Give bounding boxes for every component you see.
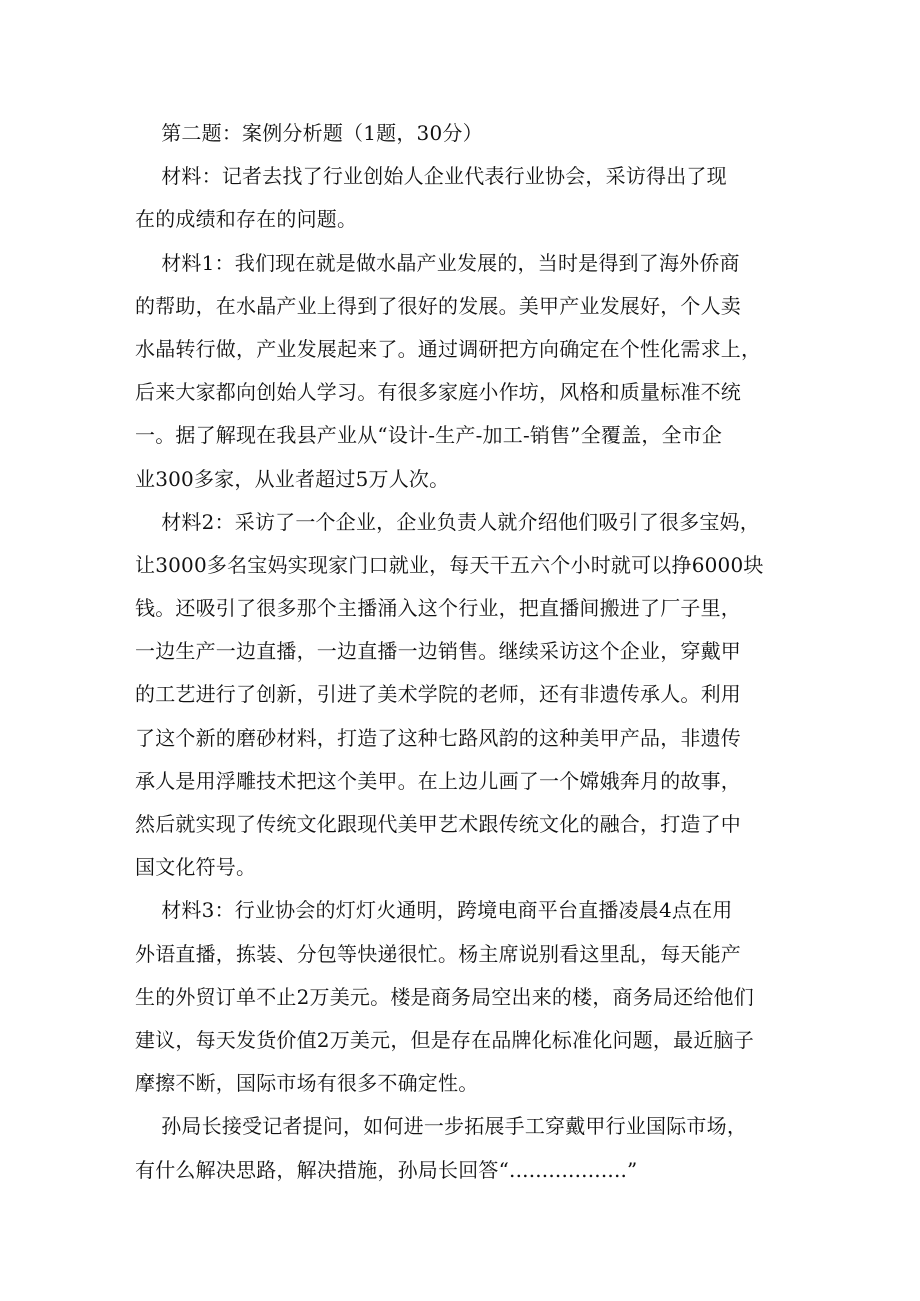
- text-line: 一。据了解现在我县产业从“设计-生产-加工-销售”全覆盖，全市企: [135, 423, 723, 448]
- question-paragraph: [135, 1105, 795, 1191]
- text-line: 后来大家都向创始人学习。有很多家庭小作坊，风格和质量标准不统: [135, 380, 741, 405]
- text-line: 国文化符号。: [135, 855, 257, 880]
- text-line: 的工艺进行了创新，引进了美术学院的老师，还有非遗传承人。利用: [135, 682, 741, 707]
- section-heading-paragraph: [135, 112, 795, 155]
- material-1-paragraph: [135, 242, 795, 501]
- text-line: 材料：记者去找了行业创始人企业代表行业协会，采访得出了现: [135, 164, 727, 189]
- text-line: 有什么解决思路，解决措施，孙局长回答“..................”: [135, 1157, 638, 1182]
- text-line: 然后就实现了传统文化跟现代美甲艺术跟传统文化的融合，打造了中: [135, 812, 741, 836]
- text-line: 材料1：我们现在就是做水晶产业发展的，当时是得到了海外侨商: [135, 250, 740, 275]
- text-line: 钱。还吸引了很多那个主播涌入这个行业，把直播间搬进了厂子里，: [135, 596, 741, 621]
- document-body: [135, 112, 795, 1192]
- text-line: 承人是用浮雕技术把这个美甲。在上边儿画了一个嫦娥奔月的故事，: [135, 768, 741, 793]
- text-line: 建议，每天发货价值2万美元，但是存在品牌化标准化问题，最近脑子: [135, 1027, 754, 1052]
- text-line: 外语直播，拣装、分包等快递很忙。杨主席说别看这里乱，每天能产: [135, 941, 741, 966]
- material-3-paragraph: [135, 889, 795, 1105]
- text-line: 一边生产一边直播，一边直播一边销售。继续采访这个企业，穿戴甲: [135, 639, 741, 664]
- text-line: 孙局长接受记者提问，如何进一步拓展手工穿戴甲行业国际市场，: [135, 1114, 748, 1139]
- text-line: 材料3：行业协会的灯灯火通明，跨境电商平台直播凌晨4点在用: [135, 898, 733, 923]
- text-line: 材料2：采访了一个企业，企业负责人就介绍他们吸引了很多宝妈，: [135, 509, 760, 534]
- text-line: 了这个新的磨砂材料，打造了这种七路风韵的这种美甲产品，非遗传: [135, 725, 741, 750]
- text-line: 在的成绩和存在的问题。: [135, 207, 358, 232]
- material-intro-paragraph: [135, 155, 795, 241]
- text-line: 的帮助，在水晶产业上得到了很好的发展。美甲产业发展好，个人卖: [135, 293, 741, 318]
- text-line: 业300多家，从业者超过5万人次。: [135, 466, 450, 491]
- text-line: 摩擦不断，国际市场有很多不确定性。: [135, 1071, 479, 1096]
- text-line: 第二题：案例分析题（1题，30分）: [135, 121, 483, 145]
- text-line: 让3000多名宝妈实现家门口就业，每天干五六个小时就可以挣6000块: [135, 552, 764, 577]
- material-2-paragraph: [135, 501, 795, 890]
- text-line: 生的外贸订单不止2万美元。楼是商务局空出来的楼，商务局还给他们: [135, 984, 754, 1009]
- text-line: 水晶转行做，产业发展起来了。通过调研把方向确定在个性化需求上，: [135, 336, 762, 361]
